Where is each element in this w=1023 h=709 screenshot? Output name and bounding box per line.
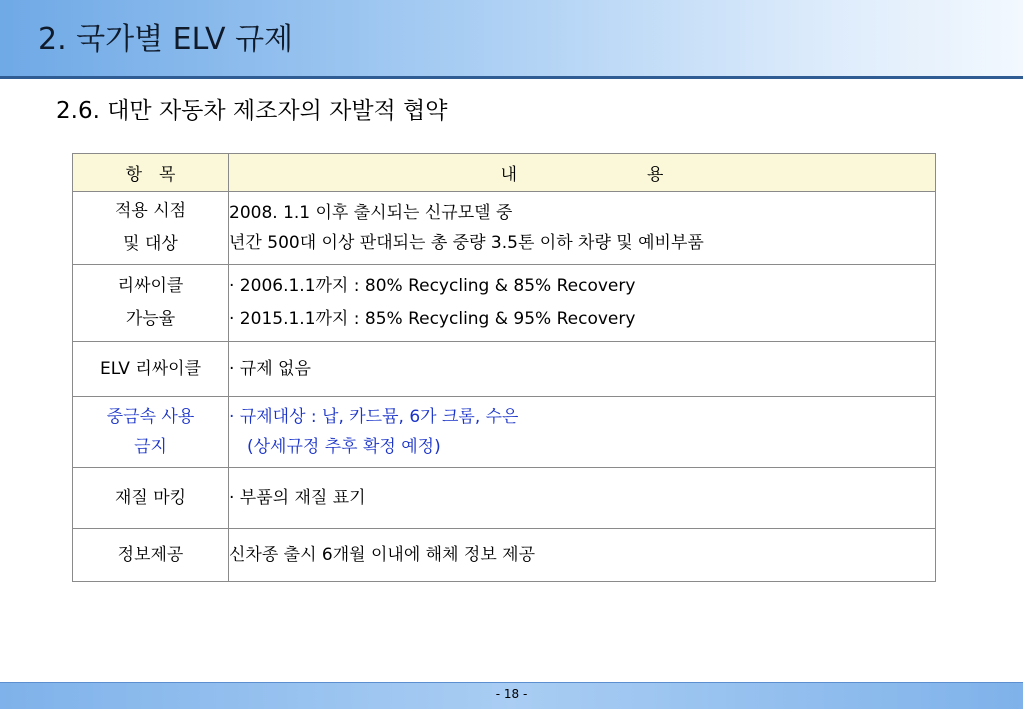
table-row bbox=[73, 192, 936, 265]
row-item bbox=[73, 265, 229, 342]
item-line: 재질 마킹 bbox=[114, 487, 187, 508]
row-content bbox=[229, 342, 936, 397]
row-item bbox=[73, 192, 229, 265]
table-header-row bbox=[73, 154, 936, 192]
footer-bar bbox=[0, 682, 1023, 709]
row-content bbox=[229, 265, 936, 342]
content-line: 년간 500대 이상 판대되는 총 중량 3.5톤 이하 차량 및 예비부품 bbox=[229, 233, 704, 253]
item-line: 리싸이클 bbox=[117, 276, 184, 296]
item-line: 적용 시점 bbox=[114, 201, 187, 221]
item-line: 정보제공 bbox=[117, 544, 184, 565]
item-line: 및 대상 bbox=[123, 234, 178, 254]
row-content bbox=[229, 468, 936, 529]
page-title: 2. 국가별 ELV 규제 bbox=[38, 22, 294, 57]
row-content bbox=[229, 192, 936, 265]
table-row bbox=[73, 342, 936, 397]
item-line: 가능율 bbox=[125, 309, 176, 329]
table-row bbox=[73, 265, 936, 342]
table-row bbox=[73, 529, 936, 582]
content-line: · 부품의 재질 표기 bbox=[229, 487, 366, 508]
content-line: · 규제대상 : 납, 카드뮴, 6가 크롬, 수은 bbox=[229, 407, 519, 427]
content-line: (상세규정 추후 확정 예정) bbox=[247, 437, 441, 457]
regulation-table bbox=[72, 153, 936, 582]
row-content bbox=[229, 397, 936, 468]
table-row bbox=[73, 397, 936, 468]
item-line: 중금속 사용 bbox=[106, 407, 195, 427]
page-number: - 18 - bbox=[495, 687, 528, 701]
row-content bbox=[229, 529, 936, 582]
item-line: 금지 bbox=[134, 437, 167, 457]
item-line: ELV 리싸이클 bbox=[99, 358, 202, 379]
content-line: 신차종 출시 6개월 이내에 해체 정보 제공 bbox=[229, 544, 535, 565]
content-line: · 2006.1.1까지 : 80% Recycling & 85% Recovery bbox=[229, 276, 636, 296]
title-divider bbox=[0, 76, 1023, 79]
row-item bbox=[73, 468, 229, 529]
section-subtitle: 2.6. 대만 자동차 제조자의 자발적 협약 bbox=[56, 98, 448, 124]
table-row bbox=[73, 468, 936, 529]
header-content-right: 용 bbox=[647, 165, 664, 185]
content-line: 2008. 1.1 이후 출시되는 신규모델 중 bbox=[229, 203, 513, 223]
header-item: 항 목 bbox=[73, 154, 229, 192]
row-item bbox=[73, 529, 229, 582]
header-content bbox=[229, 154, 936, 192]
header-content-left: 내 bbox=[500, 165, 517, 185]
row-item bbox=[73, 397, 229, 468]
content-line: · 규제 없음 bbox=[229, 358, 311, 379]
content-line: · 2015.1.1까지 : 85% Recycling & 95% Recovery bbox=[229, 309, 636, 329]
row-item bbox=[73, 342, 229, 397]
